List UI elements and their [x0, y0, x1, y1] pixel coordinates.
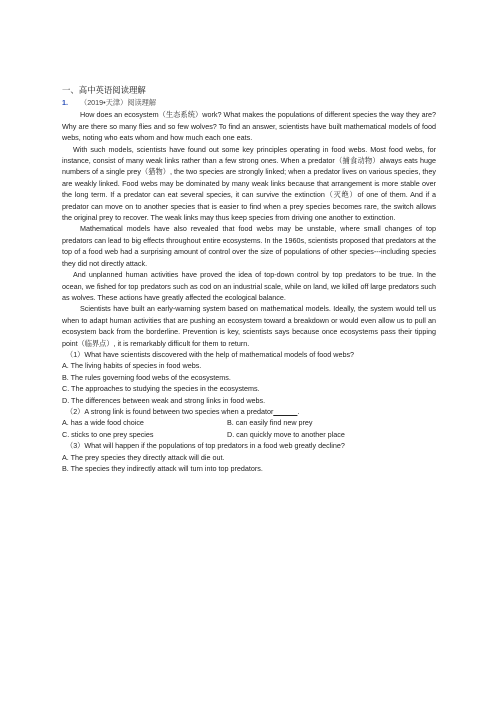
question-3-option-b: B. The species they indirectly attack will turn into top predators. — [62, 464, 263, 473]
question-1-option-d: D. The differences between weak and strong links in food webs. — [62, 395, 266, 405]
question-1-option-b: B. The rules governing food webs of the ecosystems. — [62, 372, 231, 382]
question-3-stem: （3）What will happen if the populations of top predators in a food web greatly decline? — [66, 441, 345, 451]
question-2-option-d: D. can quickly move to another place — [227, 429, 345, 439]
document-content — [62, 84, 436, 474]
question-2-option-c: C. sticks to one prey species — [62, 429, 154, 439]
question-2-stem-text: （2）A strong link is found between two species when a predator — [66, 406, 274, 416]
question-source: （2019•天津）阅读理解 — [80, 98, 157, 107]
passage-paragraph-4: And unplanned human activities have proved the idea of top-down control by top predators to be true. In the ocean, we fished for top predators such as cod on an industrial scale, while on land, we killed off large predators such as wolves. These actions have greatly affected the ecological balance. — [62, 270, 436, 302]
passage-paragraph-3: Mathematical models have also revealed that food webs may be unstable, where small changes of top predators can lead to big effects throughout entire ecosystems. In the 1960s, scientists proposed that predators at the top of a food web had a surprising amount of control over the size of populations of other species---including species they did not directly attack. — [62, 224, 436, 268]
question-2-blank: ______ — [273, 406, 298, 416]
question-1-stem: （1）What have scientists discovered with the help of mathematical models of food webs? — [66, 349, 355, 359]
question-2-option-b: B. can easily find new prey — [227, 418, 313, 428]
question-1-option-c: C. The approaches to studying the species in the ecosystems. — [62, 384, 260, 394]
question-2-options-row-1 — [62, 417, 436, 428]
passage-paragraph-2: With such models, scientists have found out some key principles operating in food webs. Most food webs, for instance, consist of many weak links rather than a few strong ones. When a predator（捕食动物）always eats huge numbers of a single prey（猎物）, the two species are strongly linked; when a predator lives on various species, they are weakly linked. Food webs may be dominated by many weak links because that arrangement is more stable over the long term. If a predator can eat several species, it can survive the extinction（灭绝）of one of them. And if a predator can move on to another species that is easier to find when a prey species becomes rare, the switch allows the original prey to recover. The weak links may thus keep species from driving one another to extinction. — [62, 144, 436, 223]
question-2-options-row-2 — [62, 429, 436, 440]
question-number: 1. — [62, 98, 68, 107]
question-1-option-a: A. The living habits of species in food webs. — [62, 361, 202, 371]
question-2-stem — [62, 406, 436, 417]
question-header — [62, 97, 436, 108]
question-2-option-a: A. has a wide food choice — [62, 418, 144, 428]
question-2-stem-end: . — [297, 406, 300, 416]
question-3-option-a: A. The prey species they directly attack will die out. — [62, 452, 225, 462]
passage-paragraph-1: How does an ecosystem（生态系统）work? What makes the populations of different species the way they are? Why are there so many flies and so few wolves? To find an answer, scientists have built mathematical models of food webs, noting who eats whom and how much each one eats. — [62, 110, 436, 143]
section-title: 一、高中英语阅读理解 — [62, 85, 146, 95]
passage-paragraph-5: Scientists have built an early-warning system based on mathematical models. Ideally, the system would tell us when to adapt human activities that are pushing an ecosystem toward a breakdown or would even allow us to pull an ecosystem back from the borderline. Prevention is key, scientists says because once ecosystems pass their tipping point（临界点）, it is remarkably difficult for them to return. — [62, 304, 436, 348]
